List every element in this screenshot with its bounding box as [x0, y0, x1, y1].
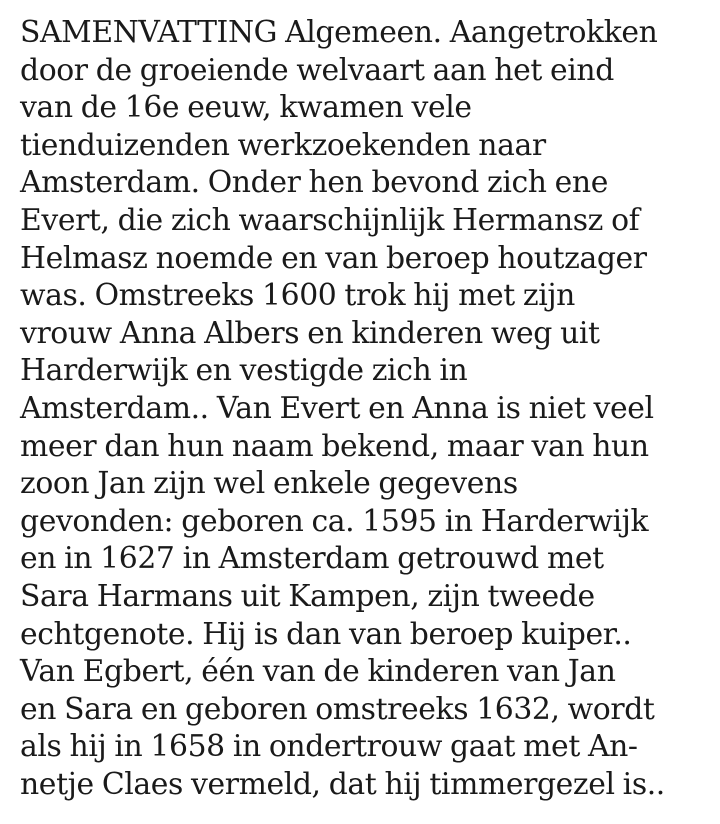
text-line: Harderwijk en vestigde zich in [20, 353, 468, 389]
text-line: Helmasz noemde en van beroep houtzager [20, 240, 647, 276]
text-line: gevonden: geboren ca. 1595 in Harderwijk [20, 503, 649, 539]
text-line: echtgenote. Hij is dan van beroep kuiper.. [20, 616, 632, 652]
text-line: SAMENVATTING Algemeen. Aangetrokken [20, 15, 658, 50]
text-line: meer dan hun naam bekend, maar van hun [20, 428, 649, 464]
text-line: Sara Harmans uit Kampen, zijn tweede [20, 578, 595, 614]
text-line: vrouw Anna Albers en kinderen weg uit [20, 315, 600, 351]
summary-paragraph [20, 14, 720, 803]
text-line: en in 1627 in Amsterdam getrouwd met [20, 541, 604, 577]
text-line: als hij in 1658 in ondertrouw gaat met An- [20, 729, 638, 765]
text-line: was. Omstreeks 1600 trok hij met zijn [20, 278, 575, 314]
text-line: netje Claes vermeld, dat hij timmergezel is.. [20, 766, 665, 802]
text-line: Van Egbert, één van de kinderen van Jan [20, 654, 616, 690]
text-line: tienduizenden werkzoekenden naar [20, 127, 546, 163]
text-line: van de 16e eeuw, kwamen vele [20, 90, 472, 126]
text-line: zoon Jan zijn wel enkele gegevens [20, 466, 518, 502]
text-line: Evert, die zich waarschijnlijk Hermansz of [20, 202, 640, 238]
text-line: Amsterdam.. Van Evert en Anna is niet veel [20, 390, 654, 426]
text-line: door de groeiende welvaart aan het eind [20, 52, 614, 88]
text-line: Amsterdam. Onder hen bevond zich ene [20, 165, 608, 201]
text-line: en Sara en geboren omstreeks 1632, wordt [20, 691, 655, 727]
